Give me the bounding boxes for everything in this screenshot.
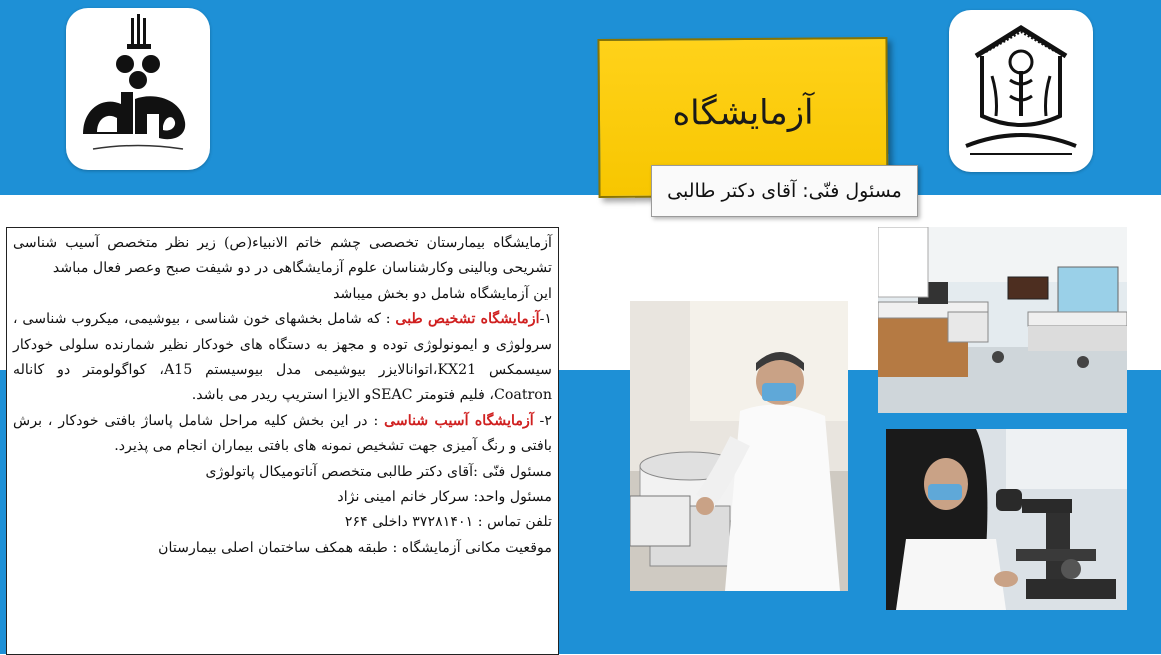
section-1-number: ۱- (539, 311, 552, 328)
khatam-logo-icon (73, 14, 203, 164)
section-2-title: آزمایشگاه آسیب شناسی (384, 412, 534, 429)
mashhad-university-logo (949, 10, 1093, 172)
unit-manager-line: مسئول واحد: سرکار خانم امینی نژاد (337, 489, 552, 506)
section-1-title: آزمایشگاه تشخیص طبی (395, 311, 540, 328)
lab-description (6, 227, 559, 655)
sections-intro: این آزمایشگاه شامل دو بخش میباشد (333, 285, 552, 302)
technical-manager-line: مسئول فنّی :آقای دکتر طالبی متخصص آناتومیکال پاتولوژی (205, 463, 552, 480)
location-line: موقعیت مکانی آزمایشگاه : طبقه همکف ساختمان اصلی بیمارستان (158, 539, 552, 556)
section-2 (13, 409, 552, 460)
photo-laboratory-room (878, 227, 1127, 413)
technical-manager-label: مسئول فنّی: آقای دکتر طالبی (667, 180, 902, 202)
photo-technician-microscope (886, 429, 1127, 610)
section-1-body: : که شامل بخشهای خون شناسی ، بیوشیمی، میکروب شناسی ، سرولوژی و ایمونولوژی توده و مجهز به دستگاه های خودکار نظیر شمارنده سلولی خودکار سیسمکس KX21،اتوانالایزر بیوشیمی مدل بیوسیستم A15، کواگولومتر دو کاناله Coatron، فلیم فتومتر SEACو الایزا استریپ ریدر می باشد. (13, 311, 552, 404)
khatam-logo (66, 8, 210, 170)
phone-line: تلفن تماس : ۳۷۲۸۱۴۰۱ داخلی ۲۶۴ (344, 514, 552, 531)
photo-technician-microtome (630, 301, 848, 591)
intro-paragraph: آزمایشگاه بیمارستان تخصصی چشم خاتم الانبیاء(ص) زیر نظر متخصص آسیب شناسی تشریحی وبالینی وکارشناسان علوم آزمایشگاهی در دو شیفت صبح وعصر فعال مباشد (13, 235, 552, 277)
section-2-number: ۲- (533, 412, 552, 429)
page-title: آزمایشگاه (672, 92, 814, 133)
section-1 (13, 307, 552, 409)
technical-manager-box (651, 165, 918, 217)
section-2-body: : در این بخش کلیه مراحل شامل پاساژ بافتی خودکار ، برش بافتی و رنگ آمیزی جهت تشخیص نمونه های بافتی بیماران انجام می پذیرد. (13, 412, 552, 455)
university-emblem-icon (956, 16, 1086, 166)
